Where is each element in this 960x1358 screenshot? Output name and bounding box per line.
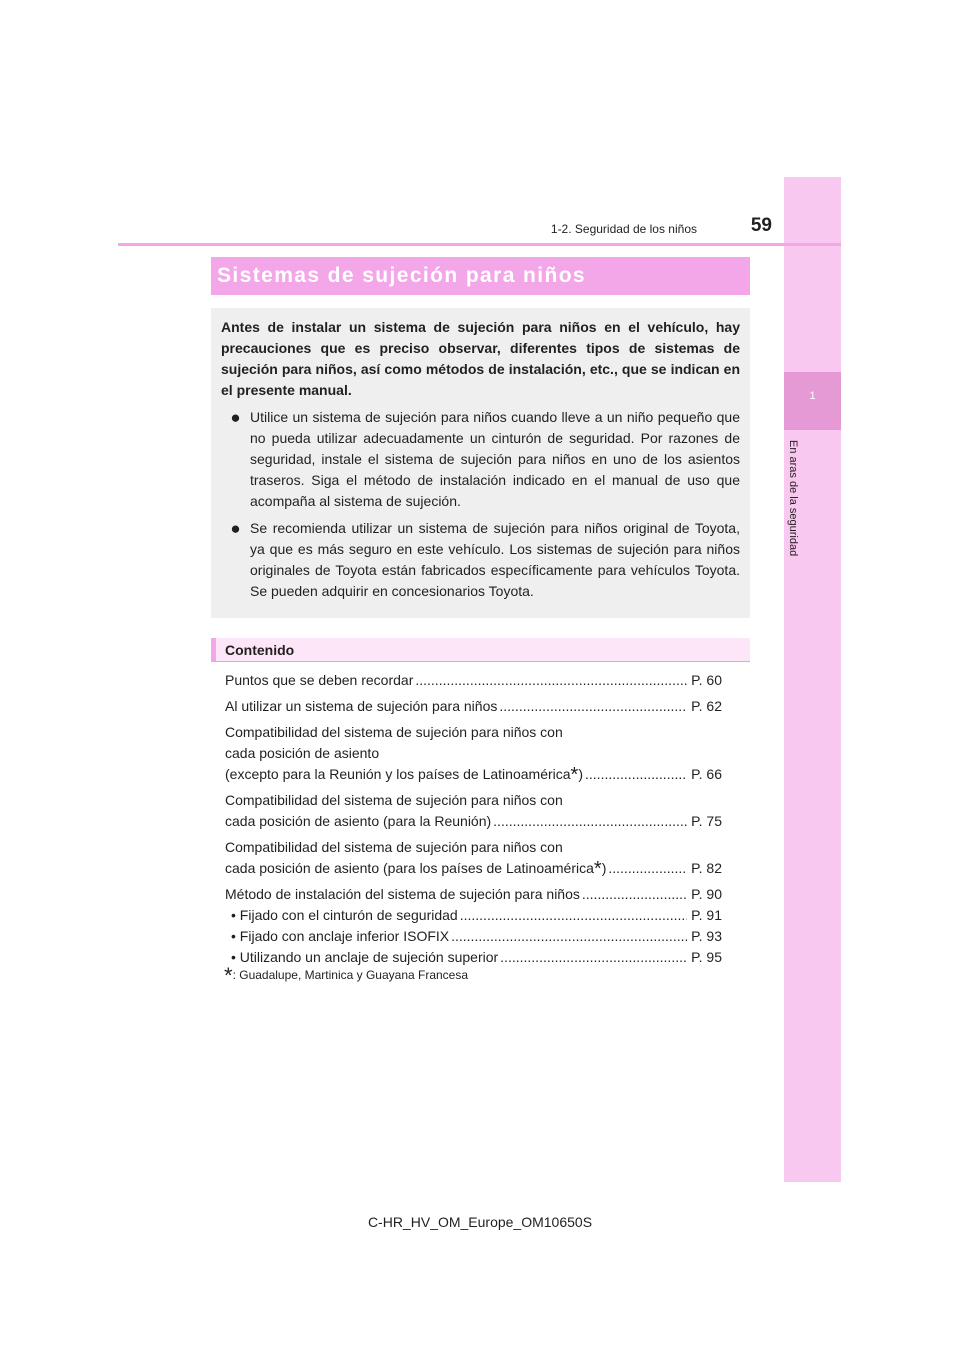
toc-entry-text: cada posición de asiento (para la Reunión)	[225, 813, 492, 829]
toc-entry-page: P. 66	[691, 766, 722, 782]
toc-sub-entry-page: P. 93	[691, 928, 722, 944]
toc-entry[interactable]: Compatibilidad del sistema de sujeción para niños con cada posición de asiento (para los países de Latinoamérica*) ..... P. 82	[225, 837, 722, 879]
toc-entry-page: P. 82	[691, 860, 722, 876]
intro-bullet	[221, 518, 740, 602]
toc-entry[interactable]: Compatibilidad del sistema de sujeción para niños con cada posición de asiento (excepto para la Reunión y los países de Latinoamérica*) ..... P. 66	[225, 722, 722, 785]
page-title: Sistemas de sujeción para niños	[211, 257, 750, 295]
footnote-text: : Guadalupe, Martinica y Guayana Francesa	[232, 968, 469, 982]
bullet-text: Utilice un sistema de sujeción para niños cuando lleve a un niño pequeño que no pueda utilizar adecuadamente un cinturón de seguridad. Por razones de seguridad, instale el sistema de sujeción para niños en uno de los asientos traseros. Siga el método de instalación indicado en el manual de uso que acompaña al sistema de sujeción.	[250, 409, 740, 509]
contents-title: Contenido	[225, 642, 295, 658]
toc-sub-entry-page: P. 91	[691, 907, 722, 923]
section-title: 1-2. Seguridad de los niños	[550, 222, 697, 236]
side-tab-label: En aras de la seguridad	[787, 440, 799, 557]
side-tab-number: 1	[809, 390, 816, 402]
document-code: C-HR_HV_OM_Europe_OM10650S	[367, 1214, 593, 1230]
toc-entry-page: P. 62	[691, 698, 722, 714]
toc-entry-text: Al utilizar un sistema de sujeción para niños	[225, 698, 498, 714]
intro-box	[211, 308, 750, 618]
contents-header	[211, 638, 750, 662]
toc-entry-line: Compatibilidad del sistema de sujeción para niños con	[225, 792, 563, 808]
toc-entry[interactable]	[225, 790, 722, 832]
footnote	[224, 963, 469, 988]
toc-sub-entry-text: • Fijado con anclaje inferior ISOFIX	[231, 928, 450, 944]
toc-sub-entry-page: P. 95	[691, 949, 722, 965]
toc-entry-page: P. 60	[691, 672, 722, 688]
toc-entry-line: cada posición de asiento	[225, 745, 380, 761]
bullet-text: Se recomienda utilizar un sistema de sujeción para niños original de Toyota, ya que es más seguro en este vehículo. Los sistemas de sujeción para niños originales de Toyota están fabricados específicamente para vehículos Toyota. Se pueden adquirir en concesionarios Toyota.	[250, 520, 740, 599]
bullet-dot-icon: ●	[230, 408, 241, 427]
toc-entry-page: P. 75	[691, 813, 722, 829]
toc-entry-text: cada posición de asiento (para los países de Latinoamérica	[225, 860, 594, 876]
toc-sub-entry[interactable]	[225, 947, 722, 968]
toc-sub-entry[interactable]	[225, 905, 722, 926]
footnote-star-icon: *	[570, 764, 579, 786]
toc-entry-line: Compatibilidad del sistema de sujeción para niños con	[225, 724, 563, 740]
footnote-star-icon: *	[224, 963, 233, 988]
side-tab	[784, 177, 841, 1182]
toc-entry[interactable]	[225, 696, 722, 717]
page-number: 59	[750, 215, 772, 236]
toc-entry-text: (excepto para la Reunión y los países de Latinoamérica	[225, 766, 571, 782]
bullet-dot-icon: ●	[230, 519, 241, 538]
toc-entry-text: Puntos que se deben recordar	[225, 672, 414, 688]
toc-entry-text: Método de instalación del sistema de sujeción para niños	[225, 886, 580, 902]
toc-entry-line: Compatibilidad del sistema de sujeción para niños con	[225, 839, 563, 855]
toc-entry-page: P. 90	[691, 886, 722, 902]
toc-entry[interactable]	[225, 884, 722, 905]
toc-sub-entry-text: • Utilizando un anclaje de sujeción superior	[231, 949, 499, 965]
footnote-star-icon: *	[593, 858, 602, 880]
header-rule	[118, 243, 841, 246]
intro-lead: Antes de instalar un sistema de sujeción para niños en el vehículo, hay precauciones que es preciso observar, diferentes tipos de sistemas de sujeción para niños, así como métodos de instalación, etc., que se indican en el presente manual.	[221, 319, 740, 398]
intro-bullet	[221, 407, 740, 512]
toc-sub-entry[interactable]	[225, 926, 722, 947]
toc-sub-entry-text: • Fijado con el cinturón de seguridad	[231, 907, 458, 923]
toc-entry[interactable]	[225, 670, 722, 691]
contents-list	[225, 670, 722, 968]
